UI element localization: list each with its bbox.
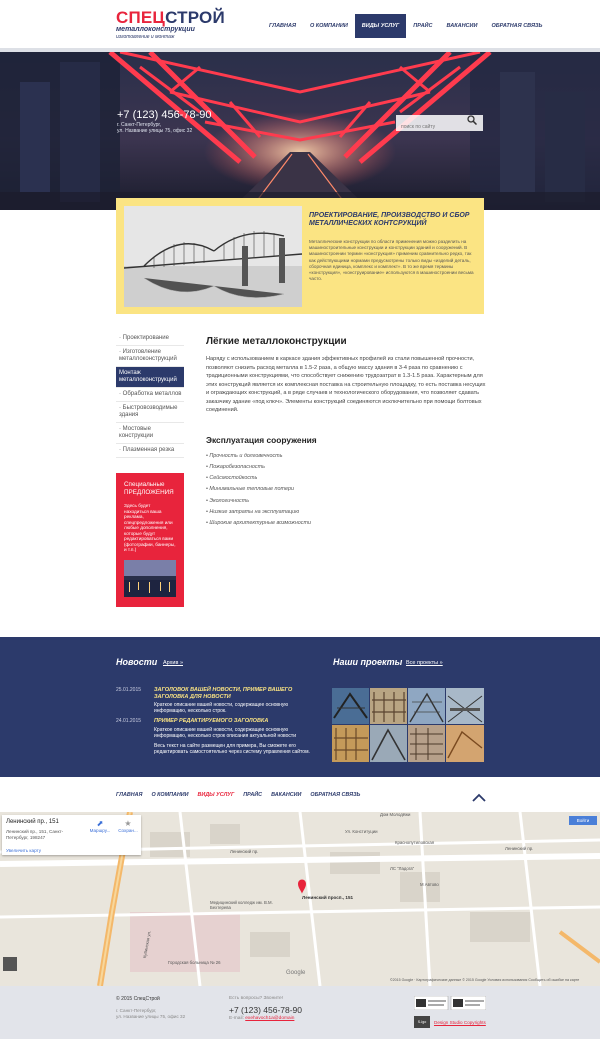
nav-vacancies[interactable]: ВАКАНСИИ xyxy=(446,23,478,29)
news-headline[interactable]: ЗАГОЛОВОК ВАШЕЙ НОВОСТИ, ПРИМЕР ВАШЕГО ЗАГОЛОВКА ДЛЯ НОВОСТИ xyxy=(154,687,293,700)
nav-price[interactable]: ПРАЙС xyxy=(413,23,433,29)
hero-address: г. Санкт-Петербург, ул. Название улицы 75, офис 32 xyxy=(117,122,193,134)
nav-home[interactable]: ГЛАВНАЯ xyxy=(269,23,296,29)
footer-copyright: © 2015 СпецСтрой xyxy=(116,996,160,1002)
map-label-poi: Городская больница № 26 xyxy=(168,960,221,965)
map-label-poi: ЛС "Ладога" xyxy=(390,866,415,871)
footer-nav-home[interactable]: ГЛАВНАЯ xyxy=(116,792,143,798)
map-pin-label: Ленинский просп., 151 xyxy=(302,895,354,900)
all-projects-link[interactable]: Все проекты » xyxy=(406,660,443,666)
nav-services[interactable]: ВИДЫ УСЛУГ xyxy=(355,14,407,38)
news-date: 24.01.2015 xyxy=(116,718,142,724)
search-button[interactable] xyxy=(467,115,483,131)
map-save-button[interactable]: ★ Сохран... xyxy=(118,819,138,833)
nav-about[interactable]: О КОМПАНИИ xyxy=(309,23,348,29)
sidebar-item-prefab-buildings[interactable]: · Быстровозводимые здания xyxy=(116,402,184,423)
footer-question: Есть вопросы? Звоните! xyxy=(229,996,284,1001)
google-logo: Google xyxy=(286,970,306,976)
map-label-street: Ленинский пр. xyxy=(230,849,259,854)
promo-city-photo xyxy=(124,560,176,597)
sidebar-item-manufacturing[interactable]: · Изготовление металлоконструкций xyxy=(116,346,184,367)
hero-phone[interactable]: +7 (123) 456-78-90 xyxy=(117,109,212,121)
map-label-metro: М Автово xyxy=(420,882,439,887)
main-content xyxy=(206,336,486,530)
news-archive-link[interactable]: Архив » xyxy=(163,660,183,666)
features-list xyxy=(206,451,486,530)
news-summary: Краткое описание вашей новости, содержащее основную информацию, несколько строк описания актуальной новости xyxy=(154,727,297,740)
map-copyright: ©2015 Google · Картографические данные © 2015 Google Условия использования Сообщить об ошибке на карте xyxy=(390,978,580,982)
project-thumb[interactable] xyxy=(408,725,445,762)
content-text: Наряду с использованием в каркасе здания эффективных профилей из стали повышенной прочности, позволяют снизить расход металла в 1.5-2 раза, а общую массу здания в 3-4 раза по сравнению с традиционными конструкциями, что способствует снижению трудозатрат в 1.3-1.5 раза. Характерным для этих конструкций является их комплексная поставка на строительную площадку, то есть поставка несущих и ограждающих конструкций, а в ряде случаев и технологического оборудования, что позволяет сдавать заказчику здание «под ключ». Элементы конструкций соединяются исключительно при помощи болтовых соединений. xyxy=(206,356,486,413)
search-box xyxy=(396,115,483,131)
page-title: Лёгкие металлоконструкции xyxy=(206,336,347,347)
main-nav xyxy=(262,14,549,38)
list-item: • Сейсмостойкость xyxy=(206,475,258,482)
promo-banner[interactable] xyxy=(116,473,184,607)
project-thumb[interactable] xyxy=(370,688,407,724)
map-label-poi: Дом Молодёжи xyxy=(380,812,411,817)
map-signin-button[interactable]: Войти xyxy=(569,816,597,825)
sidebar-menu xyxy=(116,332,184,458)
developer-logo: S-lgo xyxy=(414,1016,430,1028)
project-thumb[interactable] xyxy=(332,688,369,724)
list-item: • Пожаробезопасность xyxy=(206,463,265,470)
sidebar-item-plasma-cutting[interactable]: · Плазменная резка xyxy=(116,444,184,458)
list-item: • Экологичность xyxy=(206,497,250,504)
chevron-up-icon xyxy=(472,793,486,803)
projects-gallery xyxy=(332,688,484,762)
footer-nav-price[interactable]: ПРАЙС xyxy=(243,792,263,798)
scroll-top-button[interactable] xyxy=(472,790,486,808)
project-thumb[interactable] xyxy=(370,725,407,762)
news-title: Новости xyxy=(116,657,158,667)
news-note: Весь текст на сайте размещен для примера, Вы сможете его редактировать самостоятельно через систему управления сайтом. xyxy=(154,743,310,756)
project-thumb[interactable] xyxy=(332,725,369,762)
map-label-street: Кубинская ул. xyxy=(141,930,152,959)
list-item: • Низкие затраты на эксплуатацию xyxy=(206,508,300,515)
logo[interactable] xyxy=(116,9,225,40)
list-item: • Широкие архитектурные возможности xyxy=(206,520,311,527)
feature-text: Металлические конструкции по области применения можно разделить на машиностроительные конструкции и конструкции зданий и сооружений. В машиностроении термин «конструкция» применим сравнительно редко, так как действующими нормами предусмотрены только виды «изделий деталь, сборочная единица, комплекс и комплект». В то же время термины «конструкция», «конструирование» используются в машиностроении весьма часто. xyxy=(309,239,474,282)
sidebar-item-installation[interactable]: Монтаж металлоконструкций xyxy=(116,367,184,388)
footer-nav-feedback[interactable]: ОБРАТНАЯ СВЯЗЬ xyxy=(310,792,361,798)
hero-bridge-image xyxy=(0,52,600,210)
map-card-title: Ленинский пр., 151 xyxy=(6,819,59,825)
sidebar-item-metal-processing[interactable]: · Обработка металлов xyxy=(116,388,184,402)
news-summary: Краткое описание вашей новости, содержащее основную информацию, несколько строк. xyxy=(154,702,289,715)
news-headline[interactable]: ПРИМЕР РЕДАКТИРУЕМОГО ЗАГОЛОВКА xyxy=(154,718,269,724)
list-item: • Прочность и долговечность xyxy=(206,452,283,459)
map-card-address: Ленинский пр., 151, Санкт-Петербург, 198247 xyxy=(6,829,64,840)
map-enlarge-link[interactable]: Увеличить карту xyxy=(6,848,42,853)
footer-email: E-mail: exehavoch1a@domain xyxy=(229,1016,295,1021)
footer-email-link[interactable]: exehavoch1a@domain xyxy=(245,1016,295,1021)
search-input[interactable] xyxy=(396,119,462,135)
developer-link[interactable]: Design Studio Copyrights xyxy=(434,1019,486,1025)
news-date: 25.01.2015 xyxy=(116,687,142,693)
sidebar-item-bridges[interactable]: · Мостовые конструкции xyxy=(116,423,184,444)
logo-text: СПЕЦСТРОЙ xyxy=(116,8,225,27)
map-label-street: Ул. Конституции xyxy=(345,829,378,834)
developer-credit[interactable] xyxy=(414,1016,486,1028)
list-item: • Минимальные тепловые потери xyxy=(206,486,294,493)
promo-title: Специальные ПРЕДЛОЖЕНИЯ xyxy=(124,481,174,496)
project-thumb[interactable] xyxy=(446,725,484,762)
footer-address: г. Санкт-Петербург, ул. Название улицы 75, офис 32 xyxy=(116,1008,186,1019)
sidebar-item-design[interactable]: · Проектирование xyxy=(116,332,184,346)
project-thumb[interactable] xyxy=(408,688,445,724)
hero-banner xyxy=(0,52,600,210)
map-label-street: Ленинский пр. xyxy=(505,846,534,851)
search-icon xyxy=(467,115,477,125)
feature-block xyxy=(116,198,484,314)
content-subtitle: Эксплуатация сооружения xyxy=(206,434,317,445)
footer-nav-services[interactable]: ВИДЫ УСЛУГ xyxy=(197,792,235,798)
footer-nav-vacancies[interactable]: ВАКАНСИИ xyxy=(271,792,302,798)
site-header xyxy=(0,0,600,48)
feature-bridge-photo xyxy=(124,206,302,307)
site-footer xyxy=(0,986,600,1039)
footer-phone[interactable]: +7 (123) 456-78-90 xyxy=(229,1005,303,1015)
project-thumb[interactable] xyxy=(446,688,484,724)
map-label-street: Краснопутиловская xyxy=(395,840,435,845)
footer-nav-about[interactable]: О КОМПАНИИ xyxy=(151,792,189,798)
map-route-button[interactable]: ⬈ Маршру... xyxy=(89,819,111,833)
counter-badges[interactable] xyxy=(414,996,486,1010)
footer-nav xyxy=(116,792,369,798)
map-info-card xyxy=(2,815,141,855)
google-map[interactable] xyxy=(0,812,600,986)
nav-feedback[interactable]: ОБРАТНАЯ СВЯЗЬ xyxy=(491,23,543,29)
feature-title: ПРОЕКТИРОВАНИЕ, ПРОИЗВОДСТВО И СБОР МЕТАЛЛИЧЕСКИХ КОНТСРУКЦИЙ xyxy=(309,212,470,227)
logo-subtitle: металлоконструкции xyxy=(116,26,195,33)
projects-title: Наши проекты xyxy=(333,657,403,667)
map-label-poi: Медицинский колледж им. В.М. Бехтерева xyxy=(210,900,273,910)
promo-text: Здесь будет находиться ваша реклама, спецпредложения или любые дополнения, которые будут редактироваться вами (фотографии, баннеры, и т.п.) xyxy=(124,503,176,552)
logo-tagline: изготовление и монтаж xyxy=(116,34,175,40)
